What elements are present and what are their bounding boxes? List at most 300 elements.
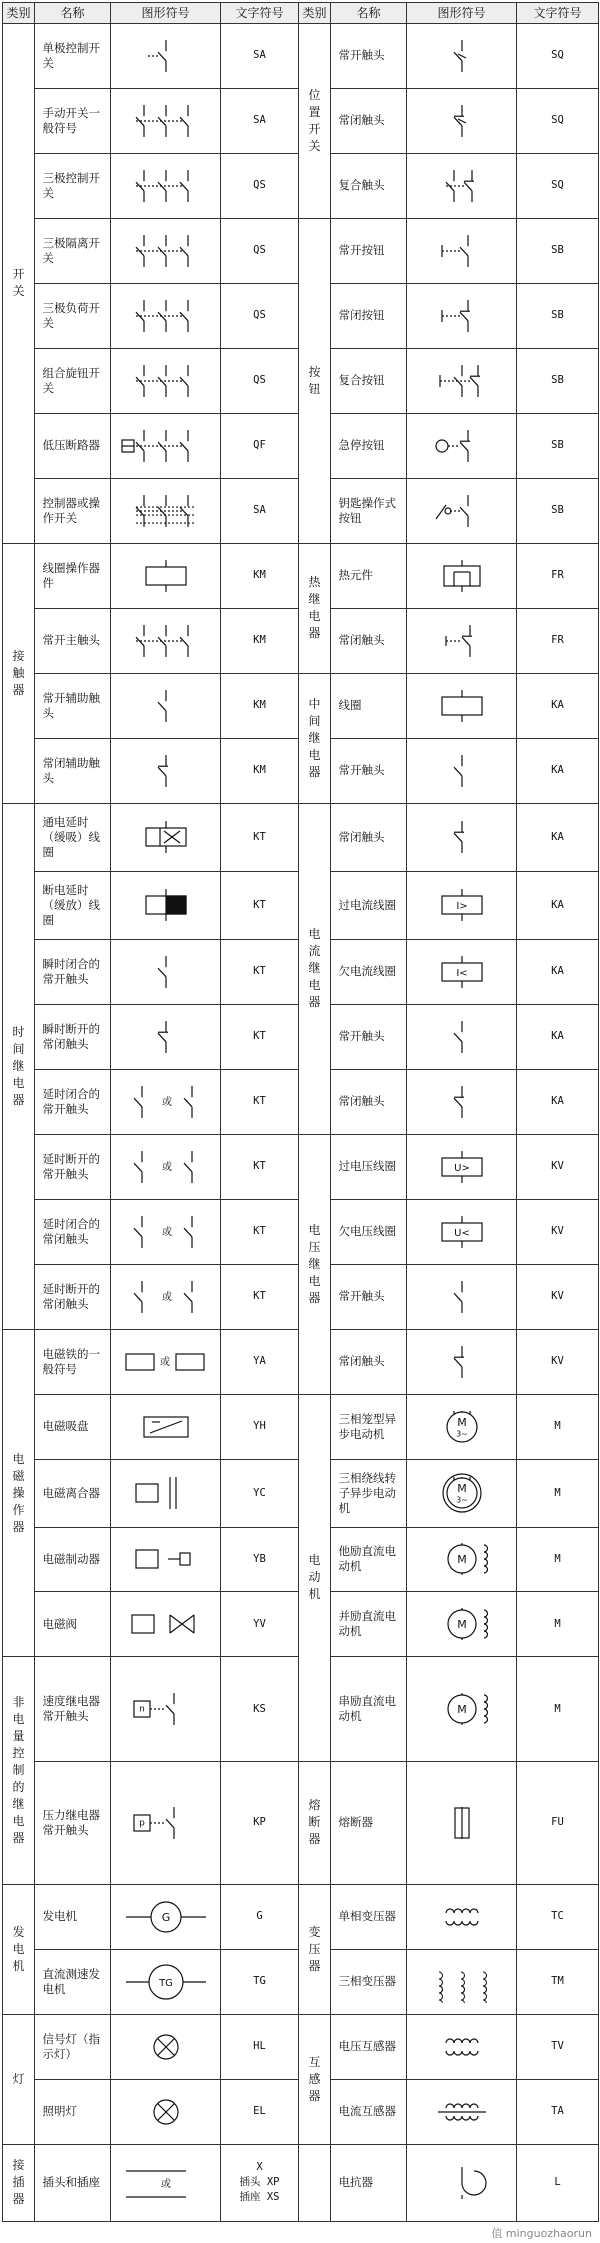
table-row — [3, 543, 599, 608]
symbol-name-cell — [35, 543, 111, 608]
text-symbol-cell — [221, 1329, 299, 1394]
text-symbol: KM — [253, 699, 266, 712]
symbol-name-cell — [331, 1459, 407, 1527]
symbol-name: 常闭按钮 — [338, 308, 385, 323]
table-row — [3, 218, 599, 283]
text-symbol-cell — [221, 2014, 299, 2079]
text-symbol-cell — [221, 1657, 299, 1761]
text-symbol: M — [554, 1420, 561, 1433]
graphic-symbol-cell — [111, 1761, 221, 1884]
table-body — [3, 24, 599, 2222]
symbol-name: 延时断开的常开触头 — [42, 1151, 100, 1181]
text-symbol: KV — [551, 1160, 564, 1173]
category-cell-right — [299, 1134, 331, 1394]
text-symbol: KM — [253, 764, 266, 777]
symbol-name-cell — [331, 871, 407, 939]
text-symbol-cell — [221, 1069, 299, 1134]
graphic-symbol-cell — [111, 1459, 221, 1527]
text-symbol: YH — [253, 1420, 266, 1433]
category-cell-left — [3, 1884, 35, 2014]
category-cell-right — [299, 1394, 331, 1761]
symbol-name: 他励直流电动机 — [338, 1544, 396, 1574]
text-symbol-cell — [221, 348, 299, 413]
symbol-name-cell — [35, 1004, 111, 1069]
text-symbol: SB — [551, 244, 564, 257]
text-symbol-cell — [517, 2079, 599, 2144]
btn_nc-symbol-icon — [410, 295, 514, 337]
graphic-symbol-cell — [111, 1657, 221, 1761]
dc_motor-symbol-icon — [410, 1538, 514, 1580]
svg-text:3~: 3~ — [455, 1429, 468, 1439]
category-cell-left — [3, 24, 35, 544]
graphic-symbol-cell — [111, 1394, 221, 1459]
category-cell-left — [3, 1657, 35, 1884]
no-symbol-icon — [114, 951, 218, 993]
text-symbol-cell — [517, 608, 599, 673]
btn_k-symbol-icon — [410, 490, 514, 532]
text-symbol-cell — [517, 1394, 599, 1459]
svg-text:M: M — [456, 1415, 467, 1429]
pos_no-symbol-icon — [410, 35, 514, 77]
text-symbol-cell — [221, 939, 299, 1004]
text-symbol-cell — [221, 1394, 299, 1459]
symbol-name: 常开触头 — [338, 1289, 385, 1304]
nc-symbol-icon — [114, 750, 218, 792]
svg-text:G: G — [161, 1910, 170, 1924]
symbol-name-cell — [331, 413, 407, 478]
magnet-symbol-icon — [114, 1341, 218, 1383]
text-symbol-cell — [221, 1592, 299, 1657]
text-symbol-cell — [517, 543, 599, 608]
symbol-name-cell — [35, 413, 111, 478]
category-cell-right — [299, 543, 331, 673]
symbol-name-cell — [331, 1264, 407, 1329]
text-symbol: KT — [253, 1030, 266, 1043]
graphic-symbol-cell — [407, 543, 517, 608]
text-symbol: M — [554, 1702, 561, 1715]
symbol-name: 常开触头 — [338, 763, 385, 778]
symbol-name: 三相绕线转子异步电动机 — [338, 1470, 396, 1515]
text-symbol-cell — [517, 803, 599, 871]
text-symbol-cell — [221, 1527, 299, 1592]
symbol-name-cell — [331, 939, 407, 1004]
category-cell-right — [299, 673, 331, 803]
coil-symbol-icon — [114, 555, 218, 597]
text-symbol-cell — [221, 1761, 299, 1884]
graphic-symbol-cell — [111, 2144, 221, 2221]
graphic-symbol-cell — [111, 673, 221, 738]
graphic-symbol-cell — [111, 1592, 221, 1657]
text-symbol: G — [256, 1910, 263, 1923]
text-symbol: L — [554, 2176, 561, 2189]
sw3-symbol-icon — [114, 360, 218, 402]
symbol-name-cell — [331, 283, 407, 348]
symbol-name: 复合按钮 — [338, 373, 385, 388]
header-symbol-right: 图形符号 — [407, 3, 517, 24]
text-symbol-cell — [517, 939, 599, 1004]
graphic-symbol-cell — [111, 2079, 221, 2144]
coil-symbol-icon — [410, 951, 514, 993]
svg-text:U>: U> — [453, 1162, 470, 1174]
text-symbol-cell — [221, 2144, 299, 2221]
text-symbol: TG — [253, 1975, 266, 1988]
symbol-name-cell — [35, 88, 111, 153]
motor2-symbol-icon — [410, 1472, 514, 1514]
text-symbol-cell — [221, 871, 299, 939]
category-label: 接触器 — [12, 648, 25, 697]
symbol-name: 断电延时（缓放）线圈 — [42, 882, 100, 927]
text-symbol: KT — [253, 965, 266, 978]
text-symbol-cell — [221, 1459, 299, 1527]
symbol-name-cell — [35, 871, 111, 939]
text-symbol: QS — [253, 179, 266, 192]
graphic-symbol-cell — [111, 1199, 221, 1264]
symbol-name: 常闭触头 — [338, 1354, 385, 1369]
svg-text:M: M — [456, 1553, 467, 1567]
text-symbol-cell — [517, 1329, 599, 1394]
symbol-name-cell — [331, 1394, 407, 1459]
breaker-symbol-icon — [114, 425, 218, 467]
symbol-name: 线圈操作器件 — [42, 560, 100, 590]
text-symbol-cell — [221, 24, 299, 89]
text-symbol: FR — [551, 569, 564, 582]
graphic-symbol-cell — [407, 1761, 517, 1884]
symbol-name-cell — [35, 2014, 111, 2079]
text-symbol: SB — [551, 374, 564, 387]
text-symbol: M — [554, 1486, 561, 1499]
graphic-symbol-cell — [407, 1329, 517, 1394]
text-symbol: QS — [253, 309, 266, 322]
text-symbol-cell — [221, 1004, 299, 1069]
graphic-symbol-cell — [407, 939, 517, 1004]
text-symbol: SA — [253, 504, 266, 517]
text-symbol-cell — [221, 218, 299, 283]
category-cell-right — [299, 24, 331, 219]
symbol-name: 电流互感器 — [338, 2104, 396, 2119]
table-row — [3, 1134, 599, 1199]
xfmr3-symbol-icon — [410, 1961, 514, 2003]
symbol-name-cell — [331, 1761, 407, 1884]
text-symbol-cell — [517, 153, 599, 218]
header-code-right: 文字符号 — [517, 3, 599, 24]
category-label: 电压继电器 — [308, 1222, 321, 1305]
heat_nc-symbol-icon — [410, 620, 514, 662]
graphic-symbol-cell — [407, 218, 517, 283]
nc-symbol-icon — [410, 816, 514, 858]
category-label: 非电量控制的继电器 — [12, 1695, 25, 1846]
graphic-symbol-cell — [407, 1069, 517, 1134]
svg-text:或: 或 — [161, 1096, 172, 1108]
symbol-name: 线圈 — [338, 698, 362, 713]
text-symbol: SB — [551, 504, 564, 517]
graphic-symbol-cell — [407, 2014, 517, 2079]
graphic-symbol-cell — [407, 1199, 517, 1264]
pos_nc-symbol-icon — [410, 100, 514, 142]
text-symbol-cell — [517, 2144, 599, 2221]
symbol-name: 常闭触头 — [338, 113, 385, 128]
watermark: 值 minguozhaorun — [491, 2227, 592, 2240]
symbol-name-cell — [35, 1394, 111, 1459]
symbol-table — [2, 2, 599, 2222]
symbol-name: 电磁铁的一般符号 — [42, 1346, 100, 1376]
symbol-name: 电抗器 — [338, 2175, 373, 2190]
symbol-name: 电磁阀 — [42, 1616, 77, 1631]
graphic-symbol-cell — [407, 1264, 517, 1329]
graphic-symbol-cell — [111, 1884, 221, 1949]
text-symbol: SA — [253, 49, 266, 62]
graphic-symbol-cell — [111, 348, 221, 413]
symbol-name-cell — [331, 1329, 407, 1394]
svg-text:或: 或 — [161, 1291, 172, 1303]
text-symbol: KA — [551, 830, 564, 843]
graphic-symbol-cell — [407, 803, 517, 871]
symbol-name-cell — [331, 1884, 407, 1949]
text-symbol-cell — [517, 1949, 599, 2014]
graphic-symbol-cell — [111, 1069, 221, 1134]
text-symbol-cell — [221, 673, 299, 738]
text-symbol: KM — [253, 569, 266, 582]
symbol-name-cell — [331, 673, 407, 738]
symbol-name: 信号灯（指示灯） — [42, 2031, 100, 2061]
symbol-name-cell — [35, 1592, 111, 1657]
symbol-name: 常闭辅助触头 — [42, 755, 100, 785]
category-label: 电磁操作器 — [12, 1451, 25, 1534]
text-symbol: KT — [253, 1225, 266, 1238]
coilx-symbol-icon — [114, 816, 218, 858]
symbol-name: 电压互感器 — [338, 2039, 396, 2054]
coilb-symbol-icon — [114, 884, 218, 926]
svg-text:M: M — [456, 1482, 467, 1496]
graphic-symbol-cell — [407, 1592, 517, 1657]
symbol-name: 三极负荷开关 — [42, 300, 100, 330]
symbol-name: 组合旋钮开关 — [42, 365, 100, 395]
reactor-symbol-icon — [410, 2162, 514, 2204]
text-symbol-cell — [517, 348, 599, 413]
text-symbol-cell — [517, 1069, 599, 1134]
text-symbol: SA — [253, 114, 266, 127]
text-symbol-cell — [221, 88, 299, 153]
svg-text:M: M — [456, 1618, 467, 1632]
graphic-symbol-cell — [111, 803, 221, 871]
table-row — [3, 24, 599, 89]
svg-text:I>: I> — [455, 901, 468, 913]
symbol-name-cell — [35, 1134, 111, 1199]
graphic-symbol-cell — [407, 1657, 517, 1761]
symbol-name-cell — [331, 1592, 407, 1657]
text-symbol: QS — [253, 374, 266, 387]
text-symbol-cell — [517, 24, 599, 89]
text-symbol: KM — [253, 634, 266, 647]
graphic-symbol-cell — [111, 24, 221, 89]
text-symbol-cell — [517, 88, 599, 153]
symbol-name-cell — [331, 478, 407, 543]
delay_or-symbol-icon — [114, 1146, 218, 1188]
graphic-symbol-cell — [407, 673, 517, 738]
graphic-symbol-cell — [111, 2014, 221, 2079]
clutch-symbol-icon — [114, 1472, 218, 1514]
symbol-name: 电磁吸盘 — [42, 1419, 89, 1434]
symbol-name-cell — [35, 1884, 111, 1949]
text-symbol-cell — [517, 1884, 599, 1949]
no-symbol-icon — [410, 1016, 514, 1058]
symbol-name: 瞬时闭合的常开触头 — [42, 956, 100, 986]
valve-symbol-icon — [114, 1603, 218, 1645]
category-cell-right — [299, 2014, 331, 2144]
symbol-name-cell — [35, 1527, 111, 1592]
xfmr-symbol-icon — [410, 1896, 514, 1938]
pressure-symbol-icon — [114, 1802, 218, 1844]
category-cell-right — [299, 2144, 331, 2221]
symbol-name: 过电流线圈 — [338, 897, 396, 912]
text-symbol-cell — [517, 413, 599, 478]
symbol-name: 欠电流线圈 — [338, 964, 396, 979]
category-cell-left — [3, 2014, 35, 2144]
symbol-name-cell — [35, 348, 111, 413]
symbol-name-cell — [331, 1657, 407, 1761]
tg-symbol-icon — [114, 1961, 218, 2003]
text-symbol-cell — [517, 1004, 599, 1069]
text-symbol: YA — [253, 1355, 266, 1368]
category-label: 中间继电器 — [308, 696, 321, 779]
svg-text:或: 或 — [161, 1161, 172, 1173]
symbol-name: 三极隔离开关 — [42, 235, 100, 265]
symbol-name-cell — [331, 1134, 407, 1199]
text-symbol-cell — [221, 478, 299, 543]
graphic-symbol-cell — [111, 283, 221, 348]
symbol-name-cell — [35, 608, 111, 673]
symbol-name-cell — [35, 218, 111, 283]
symbol-name-cell — [331, 1527, 407, 1592]
text-symbol: SQ — [551, 114, 564, 127]
symbol-name: 延时闭合的常闭触头 — [42, 1216, 100, 1246]
chuck-symbol-icon — [114, 1406, 218, 1448]
symbol-name: 钥匙操作式按钮 — [338, 495, 396, 525]
symbol-name: 常开触头 — [338, 48, 385, 63]
symbol-name: 电磁制动器 — [42, 1551, 100, 1566]
text-symbol-cell — [517, 738, 599, 803]
symbol-name: 三相笼型异步电动机 — [338, 1411, 396, 1441]
sw1-symbol-icon — [114, 35, 218, 77]
symbol-name: 控制器或操作开关 — [42, 495, 100, 525]
no-symbol-icon — [410, 750, 514, 792]
delay_or-symbol-icon — [114, 1081, 218, 1123]
heat-symbol-icon — [410, 555, 514, 597]
brake-symbol-icon — [114, 1538, 218, 1580]
text-symbol-cell — [221, 543, 299, 608]
symbol-name: 插头和插座 — [42, 2175, 100, 2190]
category-cell-left — [3, 2144, 35, 2221]
no-symbol-icon — [114, 685, 218, 727]
symbol-name-cell — [331, 2144, 407, 2221]
symbol-name: 欠电压线圈 — [338, 1224, 396, 1239]
text-symbol: EL — [253, 2105, 266, 2118]
text-symbol-cell — [221, 1264, 299, 1329]
dc_motor-symbol-icon — [410, 1688, 514, 1730]
text-symbol: KA — [551, 764, 564, 777]
graphic-symbol-cell — [407, 1134, 517, 1199]
text-symbol-cell — [221, 283, 299, 348]
category-cell-right — [299, 218, 331, 543]
gen-symbol-icon — [114, 1896, 218, 1938]
text-symbol-cell — [221, 738, 299, 803]
text-symbol-cell — [221, 1884, 299, 1949]
text-symbol-cell — [221, 1134, 299, 1199]
symbol-name: 通电延时（缓吸）线圈 — [42, 814, 100, 859]
category-cell-left — [3, 803, 35, 1329]
text-symbol-cell — [517, 1264, 599, 1329]
text-symbol-cell — [517, 478, 599, 543]
text-symbol-cell — [517, 673, 599, 738]
svg-text:或: 或 — [161, 1226, 172, 1238]
graphic-symbol-cell — [407, 2079, 517, 2144]
graphic-symbol-cell — [111, 478, 221, 543]
graphic-symbol-cell — [111, 88, 221, 153]
text-symbol: KV — [551, 1355, 564, 1368]
symbol-name-cell — [35, 738, 111, 803]
text-symbol: YB — [253, 1552, 266, 1565]
text-symbol: YC — [253, 1486, 266, 1499]
delay_or-symbol-icon — [114, 1276, 218, 1318]
text-symbol: M — [554, 1552, 561, 1565]
text-symbol: SQ — [551, 49, 564, 62]
symbol-name-cell — [331, 1949, 407, 2014]
svg-text:U<: U< — [453, 1227, 470, 1239]
sw3-symbol-icon — [114, 295, 218, 337]
graphic-symbol-cell — [407, 478, 517, 543]
symbol-name: 照明灯 — [42, 2104, 77, 2119]
btn_c-symbol-icon — [410, 360, 514, 402]
symbol-name-cell — [35, 2144, 111, 2221]
symbol-name: 急停按钮 — [338, 438, 385, 453]
symbol-name: 常闭触头 — [338, 633, 385, 648]
symbol-name: 常开按钮 — [338, 243, 385, 258]
category-label: 时间继电器 — [12, 1024, 25, 1107]
category-cell-right — [299, 1761, 331, 1884]
svg-text:或: 或 — [160, 2178, 171, 2190]
symbol-name: 常闭触头 — [338, 1094, 385, 1109]
xfmr-symbol-icon — [410, 2026, 514, 2068]
symbol-name: 发电机 — [42, 1909, 77, 1924]
symbol-name-cell — [35, 1329, 111, 1394]
symbol-name-cell — [331, 608, 407, 673]
graphic-symbol-cell — [407, 88, 517, 153]
graphic-symbol-cell — [111, 1134, 221, 1199]
text-symbol-cell — [221, 2079, 299, 2144]
plug-symbol-icon — [114, 2162, 218, 2204]
symbol-name-cell — [35, 803, 111, 871]
fuse-symbol-icon — [410, 1802, 514, 1844]
graphic-symbol-cell — [111, 1264, 221, 1329]
symbol-name: 低压断路器 — [42, 438, 100, 453]
symbol-name-cell — [35, 283, 111, 348]
table-header-row — [3, 3, 599, 24]
header-symbol-left: 图形符号 — [111, 3, 221, 24]
header-category-left: 类别 — [3, 3, 35, 24]
text-symbol-cell — [221, 153, 299, 218]
text-symbol: FU — [551, 1816, 564, 1829]
header-name-left: 名称 — [35, 3, 111, 24]
text-symbol: KV — [551, 1225, 564, 1238]
symbol-name-cell — [35, 153, 111, 218]
btn_no-symbol-icon — [410, 230, 514, 272]
text-symbol: TA — [551, 2105, 564, 2118]
graphic-symbol-cell — [407, 348, 517, 413]
text-symbol-cell — [517, 1592, 599, 1657]
symbol-name-cell — [35, 1949, 111, 2014]
table-row — [3, 1394, 599, 1459]
symbol-name: 熔断器 — [338, 1815, 373, 1830]
symbol-name-cell — [331, 2079, 407, 2144]
